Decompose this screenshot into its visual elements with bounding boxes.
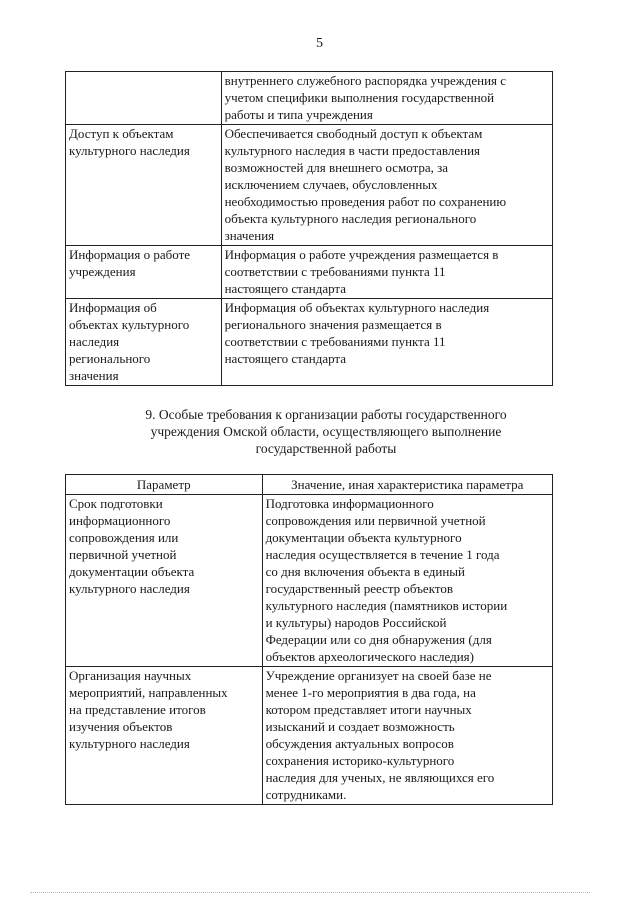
cell-text-line: возможностей для внешнего осмотра, за [224,160,449,175]
value-cell [221,125,552,246]
cell-text-line: регионального значения размещается в [224,317,442,332]
cell-text-line: объекта культурного наследия регионального [224,211,477,226]
cell-text-line: культурного наследия [69,581,190,596]
cell-text-line: Подготовка информационного [265,496,434,511]
section-title-line: государственной работы [255,441,397,456]
cell-text-line: регионального [69,351,151,366]
cell-text-line: Информация об [69,300,157,315]
cell-text-line: необходимостью проведения работ по сохранению [224,194,507,209]
cell-text-line: соответствии с требованиями пункта 11 [224,334,446,349]
cell-text-line: объектах культурного [69,317,190,332]
cell-text-line: Обеспечивается свободный доступ к объектам [224,126,483,141]
cell-text-line: значения [69,368,119,383]
parameter-cell [66,495,263,667]
cell-text-line: на представление итогов [69,702,206,717]
parameter-cell [66,125,222,246]
cell-text-line: исключением случаев, обусловленных [224,177,438,192]
cell-text-line: Учреждение организует на своей базе не [265,668,492,683]
cell-text-line: работы и типа учреждения [224,107,373,122]
page-number: 5 [316,36,323,51]
cell-text-line: документации объекта культурного [265,530,462,545]
parameter-cell [66,72,222,125]
cell-text-line: документации объекта [69,564,195,579]
section-title-line: учреждения Омской области, осуществляющего выполнение [150,424,502,439]
table-row [66,495,553,667]
table-row [66,246,553,299]
cell-text-line: обсуждения актуальных вопросов [265,736,454,751]
cell-text-line: соответствии с требованиями пункта 11 [224,264,446,279]
cell-text-line: и культуры) народов Российской [265,615,447,630]
cell-text-line: государственный реестр объектов [265,581,453,596]
cell-text-line: изучения объектов [69,719,173,734]
table-row [66,125,553,246]
parameter-cell [66,667,263,805]
cell-text-line: Срок подготовки [69,496,163,511]
cell-text-line: мероприятий, направленных [69,685,228,700]
cell-text-line: учетом специфики выполнения государственной [224,90,495,105]
column-header-value: Значение, иная характеристика параметра [262,475,552,495]
parameter-cell [66,299,222,386]
value-cell [262,495,552,667]
cell-text-line: наследия [69,334,120,349]
cell-text-line: сотрудниками. [265,787,347,802]
cell-text-line: культурного наследия (памятников истории [265,598,508,613]
cell-text-line: изысканий и создает возможность [265,719,455,734]
special-requirements-table [65,474,553,805]
table-header-row [66,475,553,495]
cell-text-line: значения [224,228,275,243]
cell-text-line: учреждения [69,264,136,279]
value-cell [262,667,552,805]
cell-text-line: котором представляет итоги научных [265,702,472,717]
value-cell [221,299,552,386]
cell-text-line: информационного [69,513,171,528]
cell-text-line: настоящего стандарта [224,281,347,296]
cell-text-line: со дня включения объекта в единый [265,564,465,579]
table-row [66,72,553,125]
table-row [66,667,553,805]
cell-text-line: Информация о работе [69,247,191,262]
cell-text-line: Федерации или со дня обнаружения (для [265,632,492,647]
cell-text-line: объектов археологического наследия) [265,649,474,664]
value-cell [221,246,552,299]
table1-body [66,72,553,386]
cell-text-line: сопровождения или первичной учетной [265,513,486,528]
cell-text-line: Доступ к объектам [69,126,174,141]
cell-text-line: наследия для ученых, не являющихся его [265,770,495,785]
cell-text-line: культурного наследия в части предоставления [224,143,481,158]
section-9-title [100,406,552,457]
cell-text-line: настоящего стандарта [224,351,347,366]
table-row [66,299,553,386]
column-header-parameter: Параметр [66,475,263,495]
cell-text-line: культурного наследия [69,736,190,751]
cell-text-line: Информация об объектах культурного наследия [224,300,490,315]
cell-text-line: Организация научных [69,668,192,683]
cell-text-line: наследия осуществляется в течение 1 года [265,547,500,562]
cell-text-line: культурного наследия [69,143,190,158]
cell-text-line: первичной учетной [69,547,177,562]
scan-bottom-edge [30,892,590,893]
cell-text-line: Информация о работе учреждения размещается в [224,247,499,262]
cell-text-line: менее 1-го мероприятия в два года, на [265,685,476,700]
table-continuation [65,71,553,386]
cell-text-line: внутреннего служебного распорядка учреждения с [224,73,507,88]
value-cell [221,72,552,125]
cell-text-line: сохранения историко-культурного [265,753,455,768]
section-title-line: 9. Особые требования к организации работы государственного [145,407,507,422]
cell-text-line: сопровождения или [69,530,179,545]
table2-body [66,495,553,805]
parameter-cell [66,246,222,299]
